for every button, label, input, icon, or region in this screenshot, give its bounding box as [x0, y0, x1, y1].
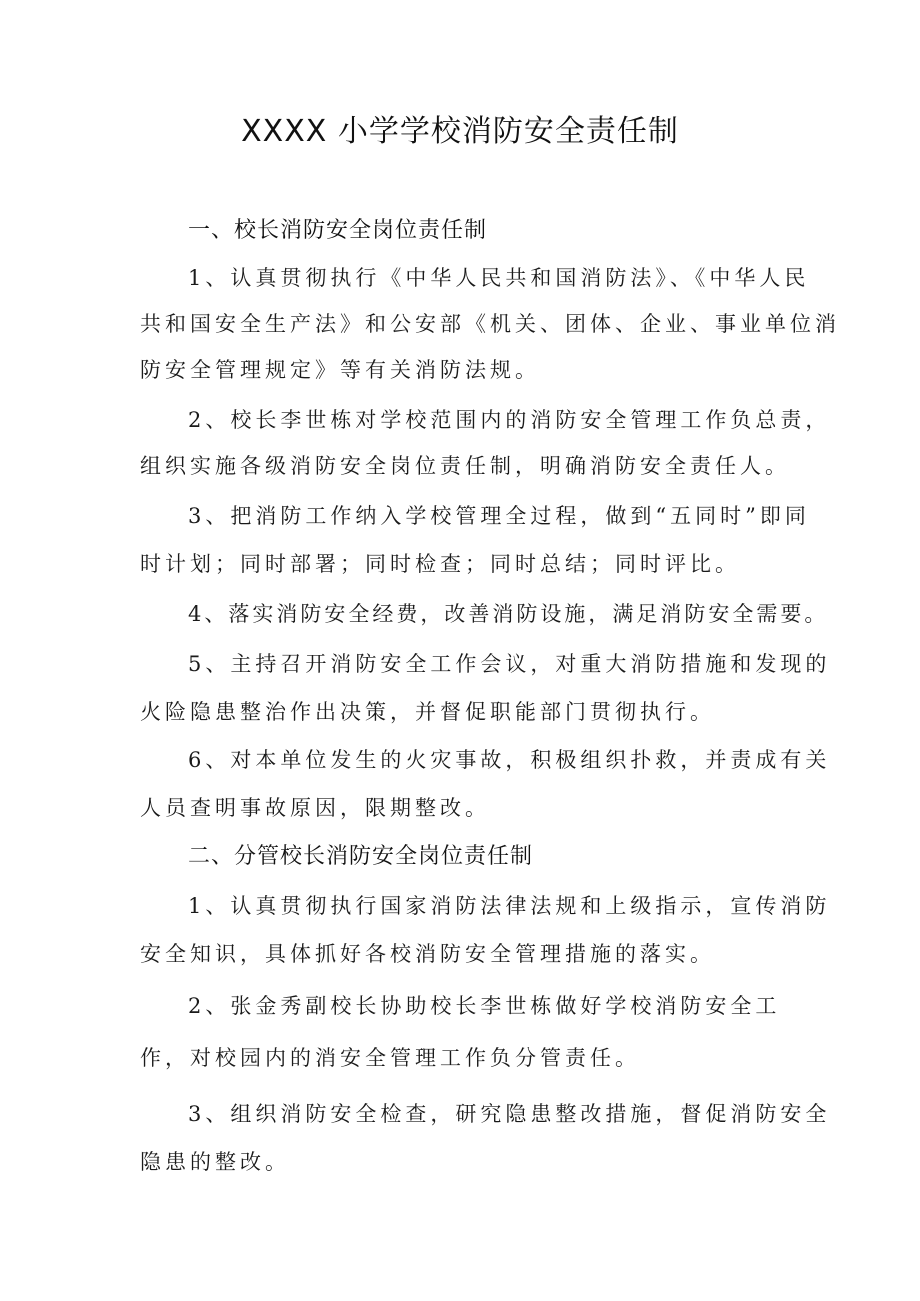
paragraph-line: 防安全管理规定》等有关消防法规。: [140, 358, 540, 382]
paragraph-line: 隐患的整改。: [140, 1150, 290, 1174]
paragraph-line: 3、组织消防安全检查，研究隐患整改措施，督促消防安全: [188, 1102, 831, 1126]
paragraph-line: 5、主持召开消防安全工作会议，对重大消防措施和发现的: [188, 652, 831, 676]
paragraph-line: 1、认真贯彻执行国家消防法律法规和上级指示，宣传消防: [188, 894, 831, 918]
paragraph-line: 3、把消防工作纳入学校管理全过程，做到“五同时”即同: [188, 504, 810, 528]
paragraph-line: 人员查明事故原因，限期整改。: [140, 796, 490, 820]
paragraph-line: 共和国安全生产法》和公安部《机关、团体、企业、事业单位消: [140, 312, 840, 336]
section-heading-1: 一、校长消防安全岗位责任制: [188, 218, 488, 243]
paragraph-line: 时计划；同时部署；同时检查；同时总结；同时评比。: [140, 552, 740, 576]
section-heading-2: 二、分管校长消防安全岗位责任制: [188, 844, 534, 869]
paragraph-line: 组织实施各级消防安全岗位责任制，明确消防安全责任人。: [140, 454, 790, 478]
paragraph-line: 火险隐患整治作出决策，并督促职能部门贯彻执行。: [140, 700, 715, 724]
document-title: XXXX 小学学校消防安全责任制: [241, 114, 679, 149]
paragraph-line: 2、张金秀副校长协助校长李世栋做好学校消防安全工: [188, 994, 781, 1018]
paragraph-line: 4、落实消防安全经费，改善消防设施，满足消防安全需要。: [188, 602, 829, 626]
paragraph-line: 6、对本单位发生的火灾事故，积极组织扑救，并责成有关: [188, 748, 831, 772]
paragraph-line: 作，对校园内的消安全管理工作负分管责任。: [140, 1046, 640, 1070]
paragraph-line: 1、认真贯彻执行《中华人民共和国消防法》、《中华人民: [188, 266, 810, 290]
paragraph-line: 安全知识，具体抓好各校消防安全管理措施的落实。: [140, 942, 715, 966]
paragraph-line: 2、校长李世栋对学校范围内的消防安全管理工作负总责，: [188, 408, 831, 432]
